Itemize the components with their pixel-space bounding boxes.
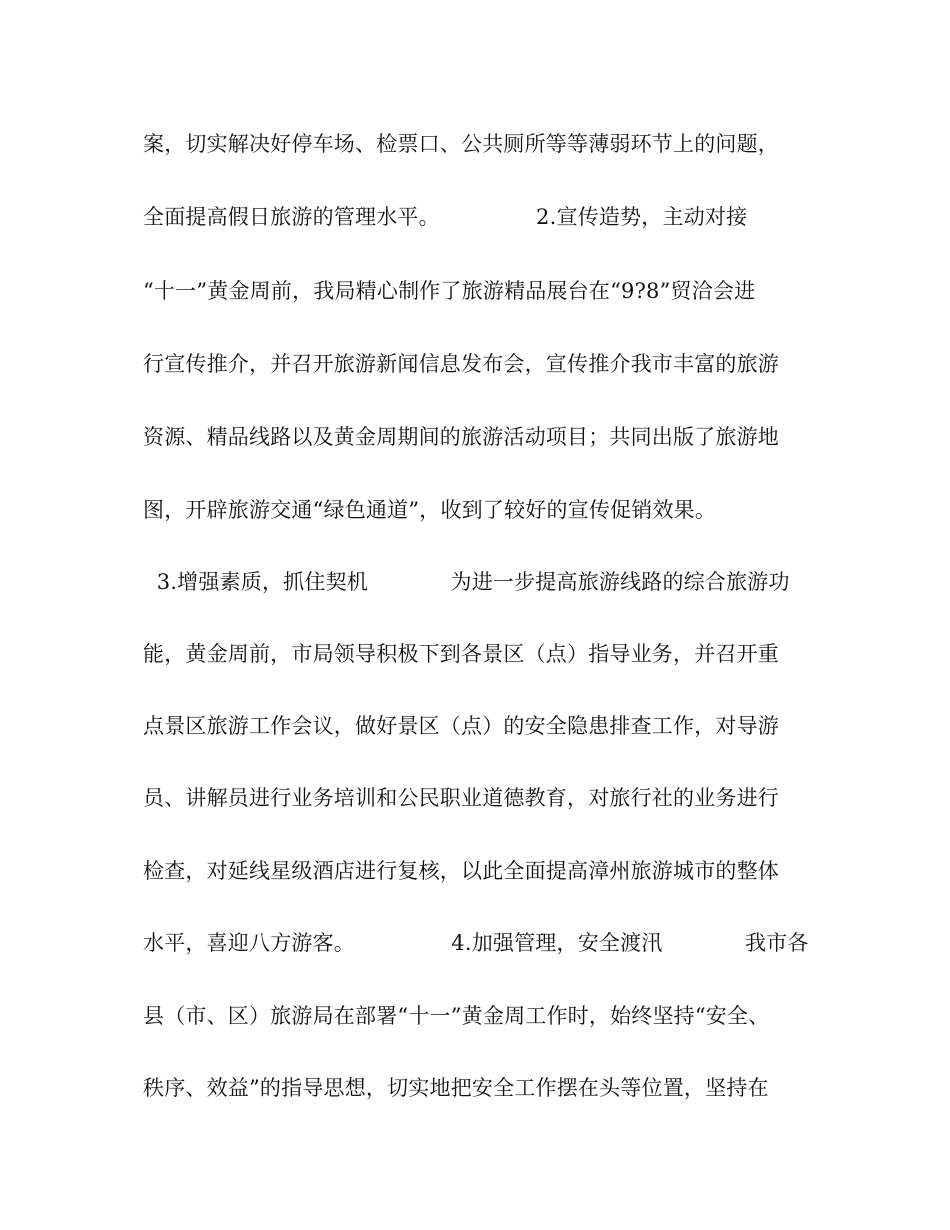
text-line: 图，开辟旅游交通“绿色通道”，收到了较好的宣传促销效果。 xyxy=(143,498,717,522)
text-line: 员、讲解员进行业务培训和公民职业道德教育，对旅行社的业务进行 xyxy=(143,786,779,810)
text-line: 点景区旅游工作会议，做好景区（点）的安全隐患排查工作，对导游 xyxy=(143,714,779,738)
text-line: 资源、精品线路以及黄金周期间的旅游活动项目；共同出版了旅游地 xyxy=(143,425,779,449)
text-line: 行宣传推介，并召开旅游新闻信息发布会，宣传推介我市丰富的旅游 xyxy=(143,352,779,376)
text-line: 全面提高假日旅游的管理水平。 2.宣传造势，主动对接 xyxy=(143,205,748,229)
text-line: 能，黄金周前，市局领导积极下到各景区（点）指导业务，并召开重 xyxy=(143,642,779,666)
text-line: 检查，对延线星级酒店进行复核，以此全面提高漳州旅游城市的整体 xyxy=(143,859,779,883)
text-line: “十一”黄金周前，我局精心制作了旅游精品展台在“9?8”贸洽会进 xyxy=(143,279,756,303)
text-line: 县（市、区）旅游局在部署“十一”黄金周工作时，始终坚持“安全、 xyxy=(143,1004,770,1028)
text-line: 3.增强素质，抓住契机 为进一步提高旅游线路的综合旅游功 xyxy=(143,570,790,594)
text-line: 秩序、效益”的指导思想，切实地把安全工作摆在头等位置，坚持在 xyxy=(143,1076,769,1100)
text-line: 水平，喜迎八方游客。 4.加强管理，安全渡汛 我市各 xyxy=(143,931,809,955)
text-line: 案，切实解决好停车场、检票口、公共厕所等等薄弱环节上的问题， xyxy=(143,132,779,156)
